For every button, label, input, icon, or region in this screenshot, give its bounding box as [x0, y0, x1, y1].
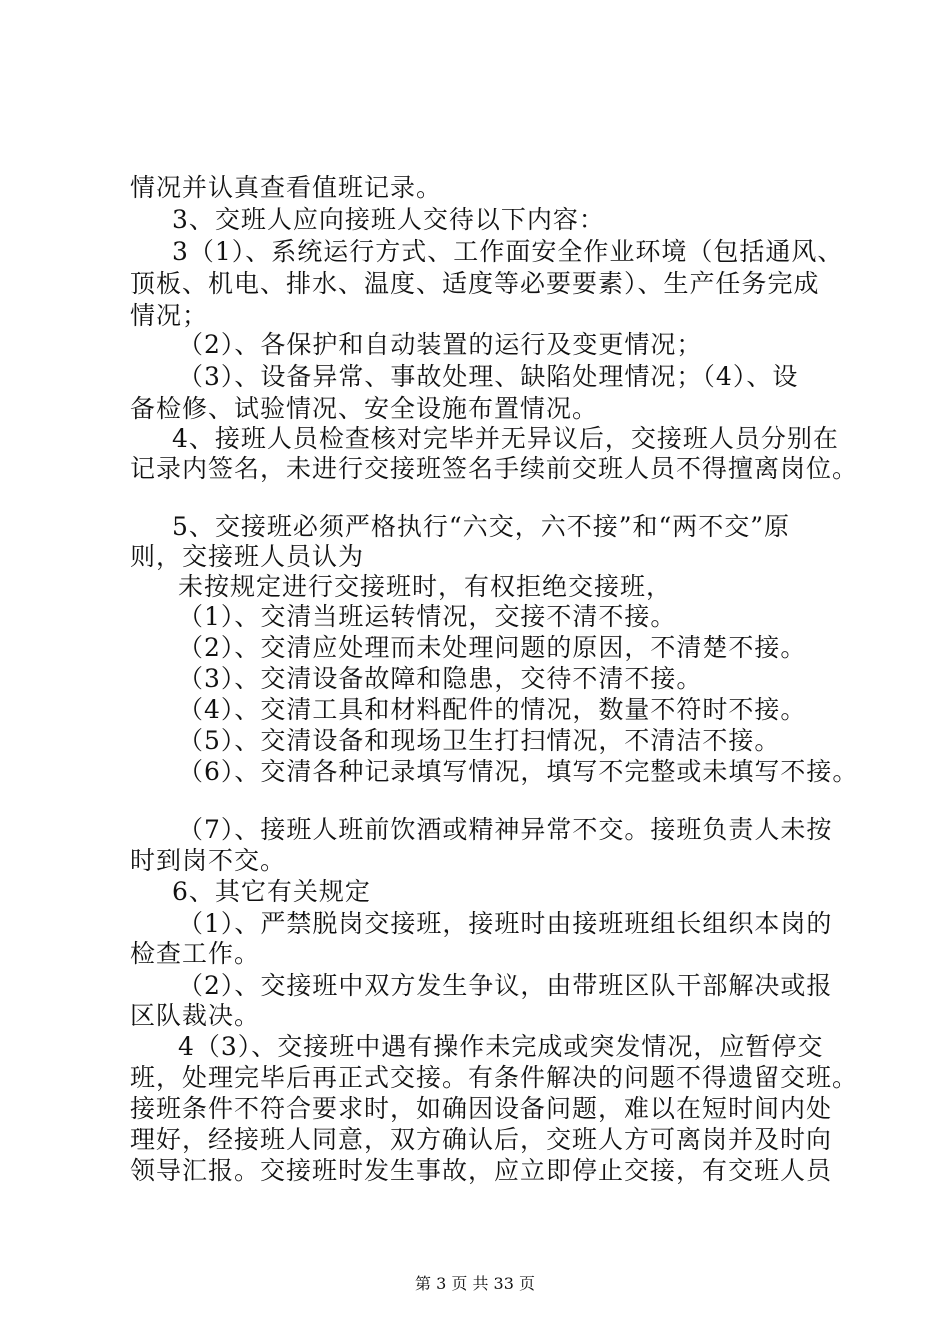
text-line: 情况；: [130, 301, 209, 330]
text-line: （2）、交清应处理而未处理问题的原因，不清楚不接。: [178, 633, 807, 662]
text-line: （5）、交清设备和现场卫生打扫情况，不清洁不接。: [178, 726, 781, 755]
text-line: 领导汇报。交接班时发生事故，应立即停止交接，有交班人员: [130, 1156, 833, 1185]
text-line: 时到岗不交。: [130, 846, 287, 875]
text-line: 情况并认真查看值班记录。: [130, 173, 443, 202]
text-line: （3）、交清设备故障和隐患，交待不清不接。: [178, 664, 703, 693]
text-line: 接班条件不符合要求时，如确因设备问题，难以在短时间内处: [130, 1094, 833, 1123]
text-line: （2）、各保护和自动装置的运行及变更情况；: [178, 330, 703, 359]
text-line: 检查工作。: [130, 939, 261, 968]
page-number-footer: 第 3 页 共 33 页: [415, 1274, 535, 1293]
text-line: （6）、交清各种记录填写情况，填写不完整或未填写不接。: [178, 757, 859, 786]
text-line: （2）、交接班中双方发生争议，由带班区队干部解决或报: [178, 971, 833, 1000]
text-line: （1）、严禁脱岗交接班，接班时由接班班组长组织本岗的: [178, 909, 833, 938]
text-line: 区队裁决。: [130, 1001, 261, 1030]
text-line: （1）、交清当班运转情况，交接不清不接。: [178, 602, 677, 631]
text-line: 未按规定进行交接班时，有权拒绝交接班，: [178, 572, 673, 601]
text-line: （7）、接班人班前饮酒或精神异常不交。接班负责人未按: [178, 815, 833, 844]
text-line: 理好，经接班人同意，双方确认后，交班人方可离岗并及时向: [130, 1125, 833, 1154]
text-line: 3（1）、系统运行方式、工作面安全作业环境（包括通风、: [172, 237, 844, 266]
text-line: （3）、设备异常、事故处理、缺陷处理情况；（4）、设: [178, 362, 799, 391]
text-line: 记录内签名，未进行交接班签名手续前交班人员不得擅离岗位。: [130, 454, 859, 483]
text-line: 3、交班人应向接班人交待以下内容：: [172, 205, 605, 234]
text-line: 4（3）、交接班中遇有操作未完成或突发情况，应暂停交: [178, 1032, 824, 1061]
text-line: 班，处理完毕后再正式交接。有条件解决的问题不得遗留交班。: [130, 1063, 859, 1092]
text-line: 则，交接班人员认为: [130, 542, 365, 571]
text-line: 6、其它有关规定: [172, 877, 371, 906]
text-line: 顶板、机电、排水、温度、适度等必要要素）、生产任务完成: [130, 269, 820, 298]
text-line: 备检修、试验情况、安全设施布置情况。: [130, 394, 599, 423]
text-line: 4、接班人员检查核对完毕并无异议后，交接班人员分别在: [172, 424, 839, 453]
text-line: 5、交接班必须严格执行“六交，六不接”和“两不交”原: [172, 512, 791, 541]
text-line: （4）、交清工具和材料配件的情况，数量不符时不接。: [178, 695, 807, 724]
